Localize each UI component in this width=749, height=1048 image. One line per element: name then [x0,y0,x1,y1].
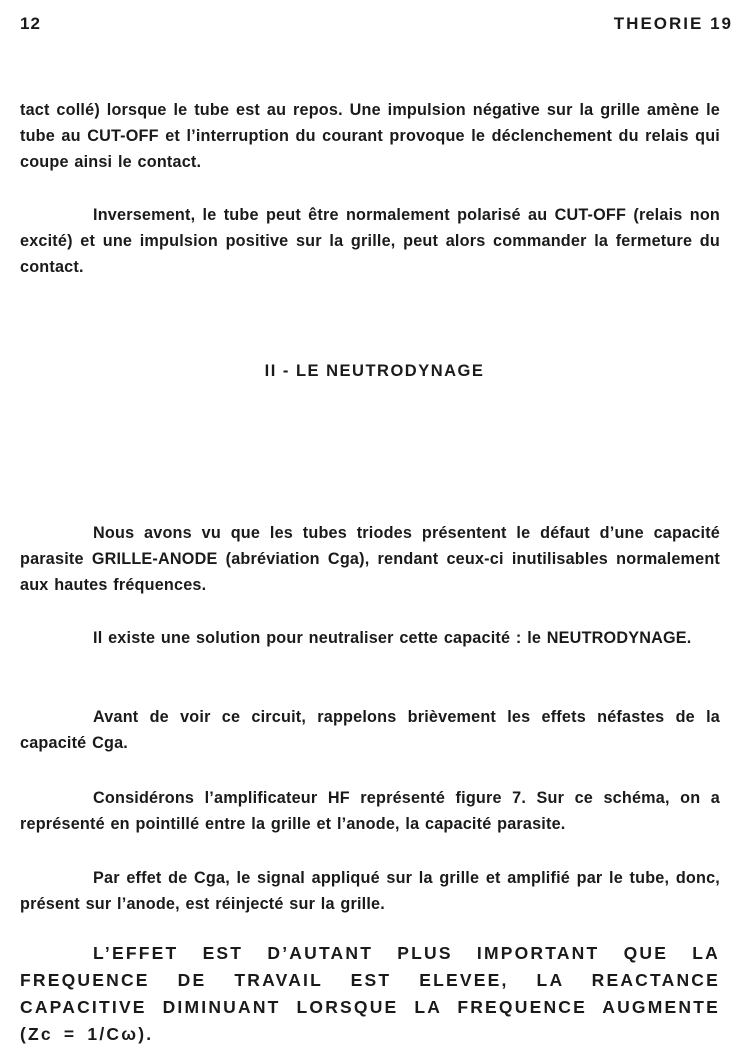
page-header [20,14,733,40]
running-title: THEORIE 19 [613,14,733,33]
paragraph-hf-amplifier: Considérons l’amplificateur HF représenté figure 7. Sur ce schéma, on a représenté en pointillé entre la grille et l’anode, la capacité parasite. [20,789,720,833]
paragraph-cga-effects: Avant de voir ce circuit, rappelons brièvement les effets néfastes de la capacité Cga. [20,708,720,752]
paragraph-cut-off: Inversement, le tube peut être normalement polarisé au CUT-OFF (relais non excité) et une impulsion positive sur la grille, peut alors commander la fermeture du contact. [20,206,720,276]
paragraph-frequency-effect: L’EFFET EST D’AUTANT PLUS IMPORTANT QUE LA FREQUENCE DE TRAVAIL EST ELEVEE, LA REACTANCE CAPACITIVE DIMINUANT LORSQUE LA FREQUENCE AUGMENTE (Zc = 1/Cω). [20,943,720,1044]
paragraph-neutrodynage-solution: Il existe une solution pour neutraliser cette capacité : le NEUTRODYNAGE. [93,629,692,647]
paragraph-relay-contact: tact collé) lorsque le tube est au repos. Une impulsion négative sur la grille amène le tube au CUT-OFF et l’interruption du courant provoque le déclenchement du relais qui coupe ainsi le contact. [20,101,720,171]
page-number: 12 [20,14,41,33]
section-title: II - LE NEUTRODYNAGE [264,362,485,380]
paragraph-signal-reinjection: Par effet de Cga, le signal appliqué sur la grille et amplifié par le tube, donc, présent sur l’anode, est réinjecté sur la grille. [20,869,720,913]
paragraph-grid-anode-capacitance: Nous avons vu que les tubes triodes présentent le défaut d’une capacité parasite GRILLE-ANODE (abréviation Cga), rendant ceux-ci inutilisables normalement aux hautes fréquences. [20,524,720,594]
